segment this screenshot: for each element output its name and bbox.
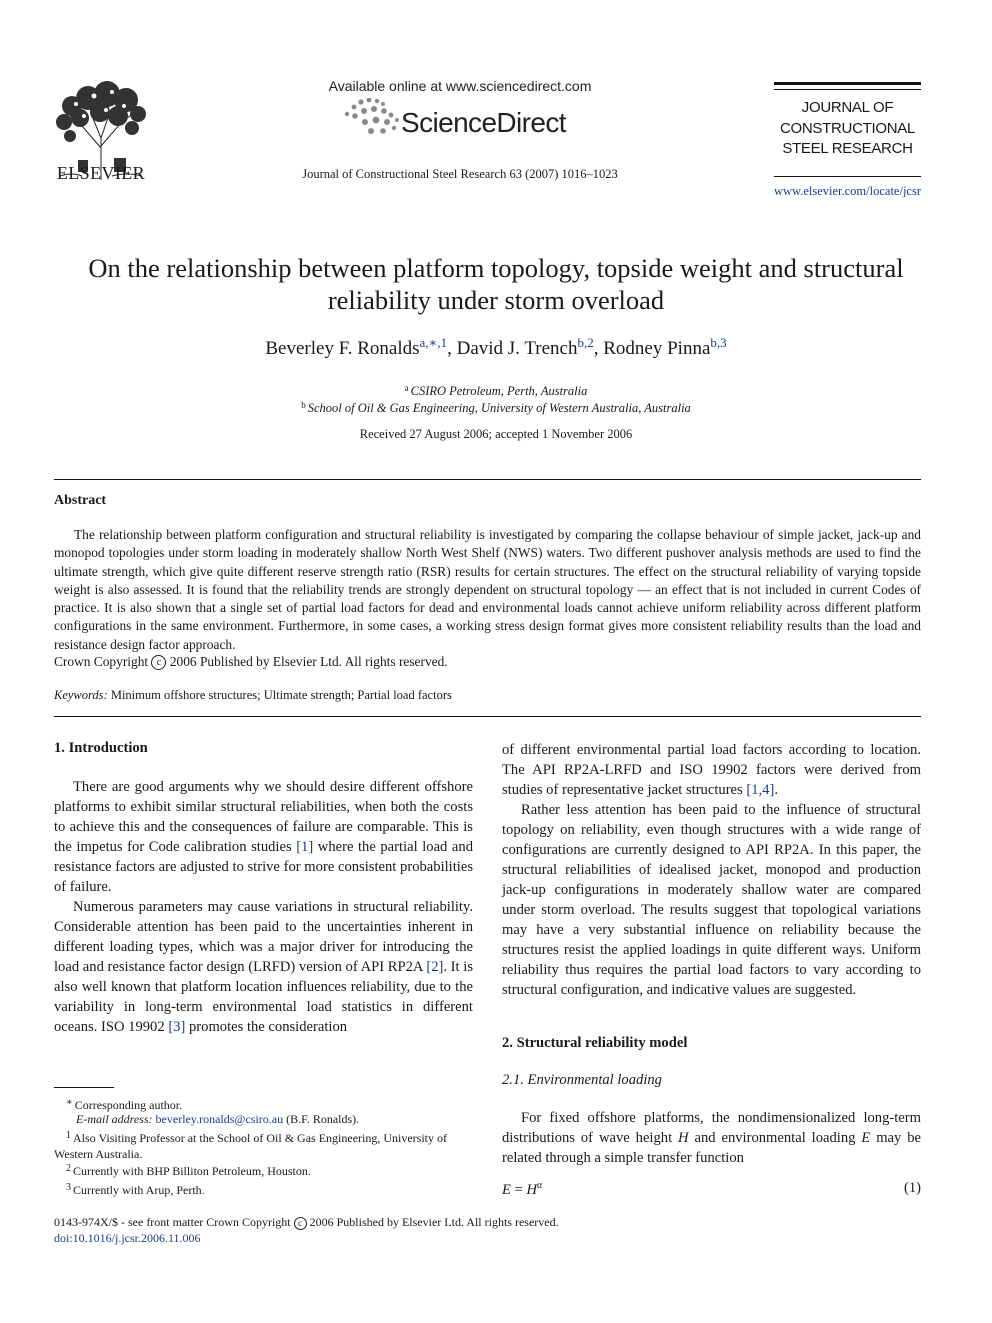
received-dates: Received 27 August 2006; accepted 1 November 2006 <box>359 427 633 441</box>
footnote-marker: 3 <box>66 1182 71 1193</box>
equation-equals: = <box>510 1181 527 1198</box>
footnote-1 <box>54 1128 473 1162</box>
paragraph-text <box>54 777 473 897</box>
footnote-rule <box>54 1087 114 1088</box>
footnote-2 <box>54 1161 473 1179</box>
affiliation-a <box>200 383 792 399</box>
journal-name-line: CONSTRUCTIONAL <box>780 119 915 137</box>
article-title <box>40 252 952 316</box>
text-run: may be related through a simple transfer function <box>502 1130 922 1166</box>
keywords-line <box>54 688 452 703</box>
equation-exponent: α <box>537 1180 543 1191</box>
email-owner: (B.F. Ronalds). <box>283 1112 360 1126</box>
keywords-label: Keywords: <box>54 688 108 702</box>
footnote-text: Also Visiting Professor at the School of Oil & Gas Engineering, University of Western Australia. <box>54 1131 448 1161</box>
footnote-text: Corresponding author. <box>74 1098 183 1112</box>
section-heading-reliability-model: 2. Structural reliability model <box>502 1035 688 1051</box>
journal-citation: Journal of Constructional Steel Research 63 (2007) 1016–1023 <box>302 167 618 181</box>
author-affiliation-link[interactable]: b,3 <box>710 335 727 350</box>
text-run: and environmental loading <box>688 1130 862 1146</box>
author-affiliation-link[interactable]: b,2 <box>577 335 594 350</box>
copyright-icon: c <box>151 655 166 670</box>
affiliation-text: CSIRO Petroleum, Perth, Australia <box>410 384 588 398</box>
paragraph-text <box>54 897 473 1037</box>
keywords-list: Minimum offshore structures; Ultimate strength; Partial load factors <box>110 688 452 702</box>
footnote-3 <box>54 1180 473 1198</box>
text-run: where the partial load and resistance factors are adjusted to strive for more consistent probabilities of failure. <box>54 839 473 895</box>
copyright-icon: c <box>294 1217 307 1230</box>
doi-link[interactable]: doi:10.1016/j.jcsr.2006.11.006 <box>54 1231 201 1245</box>
paragraph <box>54 777 473 897</box>
abstract-body: The relationship between platform configuration and structural reliability is investigated by comparing the collapse behaviour of simple jacket, jack-up and monopod topologies under storm loading in moderately shallow North West Shelf (NWS) waters. Two different pushover analysis methods are used to find the ultimate strength, which give quite different reserve strength ratio (RSR) results for certain structures. The effect on the structural reliability of varying topside weight is also assessed. It is found that the reliability trends are strongly dependent on structural topology — an effect that is not included in current Codes of practice. It is also shown that a single set of partial load factors for dead and environmental loads cannot achieve uniform reliability across different platform configurations in the same environment. Furthermore, in some cases, a working stress design format gives more consistent reliability results than the load and resistance design factor approach. <box>54 527 921 652</box>
author-name: Rodney Pinna <box>603 338 711 359</box>
author-affiliation-link[interactable]: a,∗,1 <box>419 335 448 350</box>
reference-link[interactable]: [1] <box>296 839 314 855</box>
copyright-line <box>54 654 448 670</box>
available-online-text: Available online at www.sciencedirect.com <box>328 78 592 94</box>
abstract-rule-top <box>54 479 921 480</box>
article-title-line: reliability under storm overload <box>327 285 665 315</box>
math-variable: E <box>861 1130 871 1146</box>
section-heading-introduction: 1. Introduction <box>54 740 148 756</box>
email-link[interactable]: beverley.ronalds@csiro.au <box>155 1112 284 1126</box>
journal-rule-bottom <box>774 176 921 177</box>
paragraph <box>502 800 921 1000</box>
math-variable: H <box>678 1130 689 1146</box>
paragraph <box>502 1108 921 1168</box>
abstract-heading: Abstract <box>54 493 107 508</box>
text-run: For fixed offshore platforms, the nondimensionalized long-term distributions of wave height <box>502 1110 921 1146</box>
text-run: . It is also well known that platform location influences reliability, due to the variability in long-term environmental load statistics in different oceans. ISO 19902 <box>54 959 474 1035</box>
equation-lhs: E <box>502 1181 511 1198</box>
footnote-marker: 1 <box>66 1130 71 1141</box>
paragraph-text <box>502 740 921 800</box>
issn-line <box>54 1215 559 1230</box>
paragraph <box>502 740 921 800</box>
text-run: Numerous parameters may cause variations in structural reliability. Considerable attention has been paid to the uncertainties inherent in different loading types, which was a major driver for introducing the load and resistance factor design (LRFD) version of API RP2A <box>54 899 473 975</box>
reference-link[interactable]: [1,4] <box>746 782 775 798</box>
footnote-marker: 2 <box>66 1163 71 1174</box>
affiliation-marker: b <box>301 400 306 410</box>
journal-name <box>760 98 935 160</box>
author-separator: , <box>447 338 457 359</box>
journal-name-line: STEEL RESEARCH <box>782 140 913 157</box>
footnote-text: Currently with Arup, Perth. <box>73 1183 205 1197</box>
equation-number: (1) <box>903 1180 921 1196</box>
subsection-heading-environmental-loading: 2.1. Environmental loading <box>502 1072 662 1088</box>
text-run: There are good arguments why we should desire different offshore platforms to exhibit similar structural reliabilities, when both the costs to achieve this and the consequences of failure are comparable. This is the impetus for Code calibration studies <box>54 779 473 855</box>
paragraph-text: Rather less attention has been paid to the influence of structural topology on reliability, even though structures with a wide range of configurations are currently designed to API RP2A. In this paper, the structural reliabilities of idealised jacket, monopod and production jack-up configurations in moderately shallow water are compared under storm overload. The results suggest that topological variations may have a very substantial influence on reliability because the structures resist the applied loadings in quite different ways. Uniform reliability thus requires the partial load factors to vary according to structural configuration, and indicative values are suggested. <box>502 802 921 998</box>
sciencedirect-wordmark: ScienceDirect <box>401 107 566 138</box>
publisher-name: ELSEVIER <box>56 163 146 183</box>
footnote-marker: ∗ <box>66 1097 73 1108</box>
author-name: Beverley F. Ronalds <box>265 338 420 359</box>
footnote-email <box>54 1111 473 1127</box>
issn-text: 0143-974X/$ - see front matter Crown Copyright <box>54 1215 291 1229</box>
author-list <box>100 335 892 360</box>
copyright-text: 2006 Published by Elsevier Ltd. All rights reserved. <box>169 654 448 669</box>
equation-1 <box>502 1180 542 1199</box>
affiliation-b <box>200 400 792 416</box>
author-separator: , <box>593 338 604 359</box>
reference-link[interactable]: [3] <box>168 1019 186 1035</box>
author-name: David J. Trench <box>456 338 578 359</box>
text-run: . <box>774 782 778 798</box>
equation-base: H <box>526 1181 537 1198</box>
abstract-rule-bottom <box>54 716 921 717</box>
footnote-text: Currently with BHP Billiton Petroleum, Houston. <box>73 1164 311 1178</box>
paragraph-text <box>502 1108 921 1168</box>
copyright-text: Crown Copyright <box>54 654 149 669</box>
text-run: of different environmental partial load factors according to location. The API RP2A-LRFD and ISO 19902 factors were derived from studies of representative jacket structures <box>502 742 921 798</box>
affiliation-text: School of Oil & Gas Engineering, University of Western Australia, Australia <box>307 401 691 415</box>
journal-rule-top <box>774 82 921 85</box>
paragraph <box>54 897 473 1037</box>
affiliation-marker: a <box>404 383 409 393</box>
journal-rule-top-thin <box>774 89 921 90</box>
text-run: promotes the consideration <box>185 1019 348 1035</box>
email-label: E-mail address: <box>76 1112 153 1126</box>
journal-name-line: JOURNAL OF <box>801 99 894 116</box>
article-title-line: On the relationship between platform topology, topside weight and structural <box>88 253 904 283</box>
journal-url-link[interactable]: www.elsevier.com/locate/jcsr <box>773 184 921 198</box>
reference-link[interactable]: [2] <box>426 959 444 975</box>
sciencedirect-dots-icon <box>343 98 405 138</box>
issn-text: 2006 Published by Elsevier Ltd. All rights reserved. <box>309 1215 559 1229</box>
